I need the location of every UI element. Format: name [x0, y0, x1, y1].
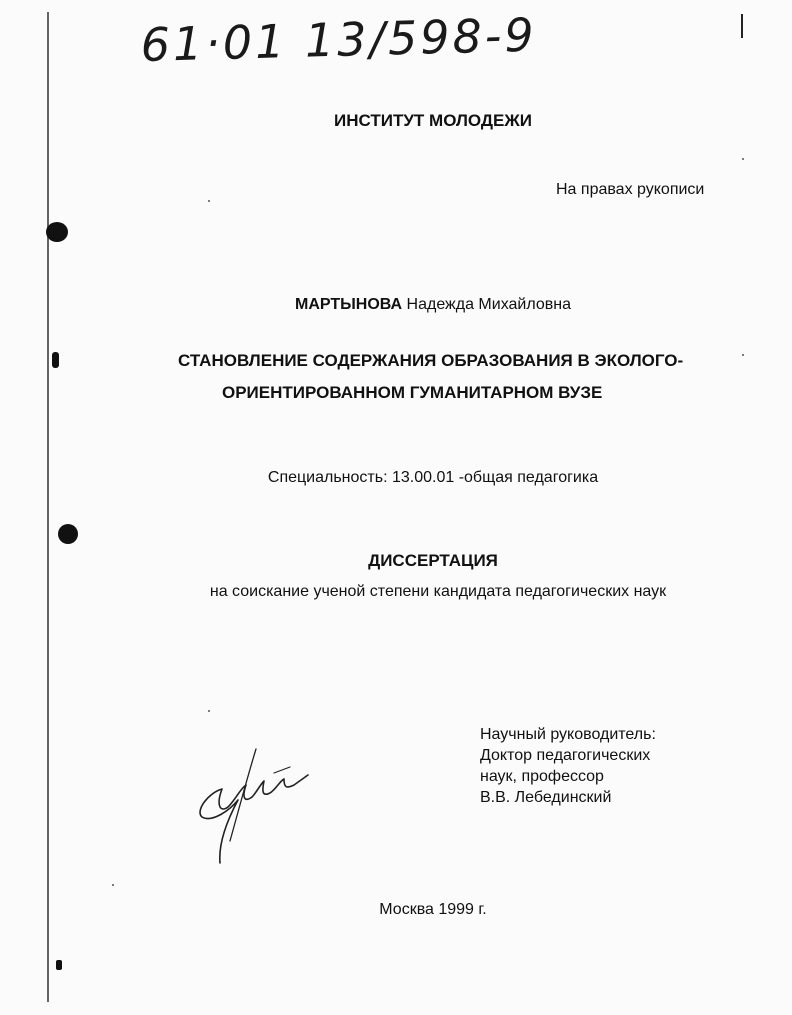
- document-type-heading: ДИССЕРТАЦИЯ: [368, 551, 498, 570]
- degree-line: на соискание ученой степени кандидата педагогических наук: [209, 583, 667, 600]
- scan-hole-punch-mark: [46, 222, 68, 242]
- scan-hole-punch-mark: [52, 352, 59, 368]
- supervisor-label: Научный руководитель:: [480, 726, 656, 743]
- specialty-line: Специальность: 13.00.01 -общая педагогика: [267, 469, 599, 486]
- institute-name: ИНСТИТУТ МОЛОДЕЖИ: [334, 111, 532, 130]
- scan-right-edge-mark: [741, 14, 743, 38]
- scan-speck: [208, 710, 210, 712]
- author-surname: МАРТЫНОВА: [294, 296, 403, 313]
- scan-speck: [208, 200, 210, 202]
- manuscript-rights-note: На правах рукописи: [556, 181, 705, 198]
- scan-left-edge-line: [47, 12, 49, 1002]
- supervisor-block: [480, 724, 656, 808]
- city-year: Москва 1999 г.: [379, 901, 487, 918]
- supervisor-degree-line: Доктор педагогических: [480, 747, 651, 764]
- scan-speck: [742, 158, 744, 160]
- dissertation-title-line-2: ОРИЕНТИРОВАННОМ ГУМАНИТАРНОМ ВУЗЕ: [222, 383, 603, 402]
- author-given-names: Надежда Михайловна: [406, 296, 571, 313]
- scan-speck: [742, 354, 744, 356]
- scan-hole-punch-mark: [56, 960, 62, 970]
- supervisor-title-line: наук, профессор: [480, 768, 604, 785]
- scan-hole-punch-mark: [58, 524, 78, 544]
- author-signature: [190, 745, 315, 875]
- handwritten-archive-code: 61·01 13/598-9: [140, 7, 538, 72]
- dissertation-title-line-1: СТАНОВЛЕНИЕ СОДЕРЖАНИЯ ОБРАЗОВАНИЯ В ЭКОЛОГО-: [178, 351, 684, 370]
- scan-speck: [112, 884, 114, 886]
- supervisor-name: В.В. Лебединский: [480, 789, 612, 806]
- author-line: [0, 295, 792, 315]
